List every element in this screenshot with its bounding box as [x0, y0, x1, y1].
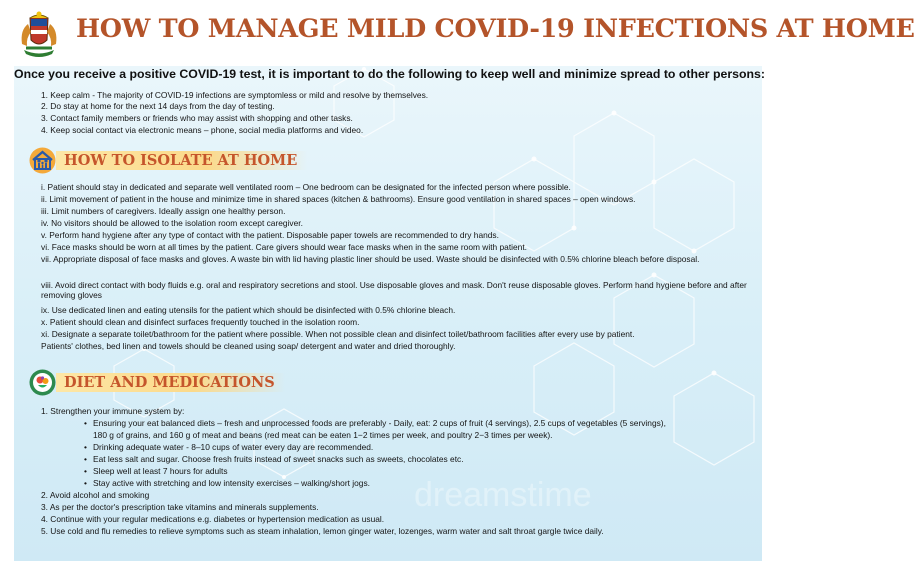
isolate-section-title: HOW TO ISOLATE AT HOME [56, 151, 307, 170]
isolate-item: iv. No visitors should be allowed to the isolation room except caregiver. [41, 218, 303, 228]
isolate-item: x. Patient should clean and disinfect surfaces frequently touched in the isolation room. [41, 317, 360, 327]
diet-item: 4. Continue with your regular medications e.g. diabetes or hypertension medication as usual. [41, 514, 385, 524]
isolate-item: ix. Use dedicated linen and eating utensils for the patient which should be disinfected with 0.5% chlorine bleach. [41, 305, 456, 315]
intro-text: Once you receive a positive COVID-19 test, it is important to do the following to keep well and minimize spread to other persons: [14, 67, 765, 81]
diet-intro: 1. Strengthen your immune system by: [41, 406, 185, 416]
diet-item: 5. Use cold and flu remedies to relieve symptoms such as steam inhalation, lemon ginger water, lozenges, warm water and salt throat gargle twice daily. [41, 526, 604, 536]
diet-bullet: • Drinking adequate water - 8–10 cups of water every day are recommended. [84, 442, 374, 452]
diet-item: 2. Avoid alcohol and smoking [41, 490, 150, 500]
diet-bullet-continuation: 180 g of grains, and 160 g of meat and beans (red meat can be eaten 1−2 times per week, and poultry 2−3 times per week). [93, 430, 553, 440]
step-item: 2. Do stay at home for the next 14 days from the day of testing. [41, 101, 275, 111]
isolate-item: vi. Face masks should be worn at all times by the patient. Care givers should wear face masks when in the same room with patient. [41, 242, 527, 252]
header [0, 0, 915, 66]
step-item: 4. Keep social contact via electronic means – phone, social media platforms and video. [41, 125, 364, 135]
isolate-item: ii. Limit movement of patient in the house and minimize time in shared spaces (kitchen & bathrooms). Ensure good ventilation in shared spaces – open windows. [41, 194, 636, 204]
isolate-item: iii. Limit numbers of caregivers. Ideally assign one healthy person. [41, 206, 286, 216]
diet-section-title: DIET AND MEDICATIONS [56, 373, 285, 392]
watermark: dreamstime [414, 476, 592, 514]
diet-item: 3. As per the doctor's prescription take vitamins and minerals supplements. [41, 502, 319, 512]
diet-bullet: • Eat less salt and sugar. Choose fresh fruits instead of sweet snacks such as sweets, chocolates etc. [84, 454, 464, 464]
isolate-item: xi. Designate a separate toilet/bathroom for the patient where possible. When not possible clean and disinfect toilet/bathroom facilities after every use by patient. [41, 329, 635, 339]
step-item: 3. Contact family members or friends who may assist with shopping and other tasks. [41, 113, 353, 123]
family-house-icon [29, 147, 56, 174]
isolate-item: viii. Avoid direct contact with body fluids e.g. oral and respiratory secretions and stool. Use disposable gloves and mask. Don't reuse disposable gloves. Perform hand hygiene before and after removing gloves [41, 280, 747, 300]
isolate-item: Patients' clothes, bed linen and towels should be cleaned using soap/ detergent and water and dried thoroughly. [41, 341, 456, 351]
diet-bullet: • Sleep well at least 7 hours for adults [84, 466, 228, 476]
isolate-item: vii. Appropriate disposal of face masks and gloves. A waste bin with lid having plastic liner should be used. Waste should be disinfected with 0.5% chlorine bleach before disposal. [41, 254, 700, 264]
coat-of-arms-icon [16, 10, 62, 58]
step-item: 1. Keep calm - The majority of COVID-19 infections are symptomless or mild and resolve by themselves. [41, 90, 429, 100]
isolate-item: v. Perform hand hygiene after any type of contact with the patient. Disposable paper towels are recommended to dry hands. [41, 230, 499, 240]
diet-bullet: • Stay active with stretching and low intensity exercises – walking/short jogs. [84, 478, 370, 488]
info-panel [14, 66, 765, 561]
page-title: HOW TO MANAGE MILD COVID-19 INFECTIONS AT HOME [76, 14, 915, 44]
food-plate-icon [29, 369, 56, 396]
diet-bullet: • Ensuring your eat balanced diets – fresh and unprocessed foods are preferably - Daily, eat: 2 cups of fruit (4 servings), 2.5 cups of vegetables (5 servings), [84, 418, 666, 428]
isolate-item: i. Patient should stay in dedicated and separate well ventilated room – One bedroom can be designated for the infected person where possible. [41, 182, 571, 192]
